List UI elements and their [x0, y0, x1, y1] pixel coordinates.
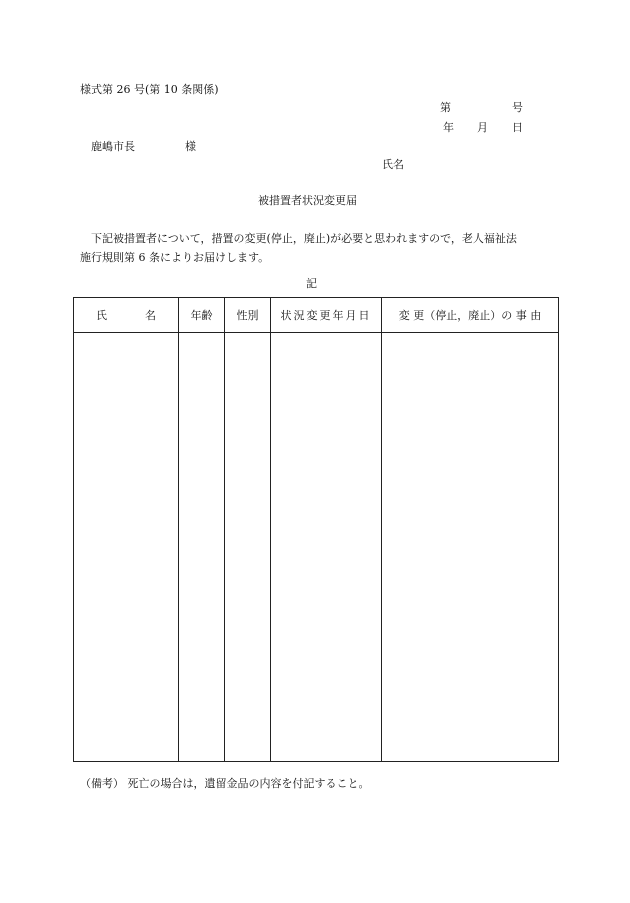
note-heading: 記 — [306, 277, 317, 290]
body-text-line-2: 施行規則第 6 条によりお届けします。 — [80, 251, 270, 264]
header-change-date: 状況変更年月日 — [271, 298, 382, 333]
cell-name[interactable] — [74, 333, 179, 762]
body-text-line-1: 下記被措置者について，措置の変更(停止，廃止)が必要と思われますので，老人福祉法 — [91, 232, 517, 245]
cell-sex[interactable] — [225, 333, 271, 762]
applicant-name-label: 氏名 — [382, 158, 404, 171]
header-reason: 変 更（停止，廃止）の 事 由 — [382, 298, 559, 333]
date-year-label: 年 — [443, 121, 454, 134]
table-row — [74, 333, 559, 762]
document-title: 被措置者状況変更届 — [258, 194, 357, 207]
document-number-label: 第 — [440, 101, 451, 114]
cell-change-date[interactable] — [271, 333, 382, 762]
change-report-table — [73, 297, 559, 762]
header-sex: 性別 — [225, 298, 271, 333]
addressee-honorific: 様 — [185, 140, 196, 153]
cell-reason[interactable] — [382, 333, 559, 762]
header-age: 年齢 — [179, 298, 225, 333]
header-name: 氏名 — [74, 298, 179, 333]
date-day-label: 日 — [512, 121, 523, 134]
form-number: 様式第 26 号(第 10 条関係) — [80, 83, 219, 96]
table-header-row — [74, 298, 559, 333]
date-month-label: 月 — [477, 121, 488, 134]
remarks-note: （備考） 死亡の場合は，遺留金品の内容を付記すること。 — [80, 777, 370, 790]
cell-age[interactable] — [179, 333, 225, 762]
document-number-suffix: 号 — [512, 101, 523, 114]
addressee-name: 鹿嶋市長 — [91, 140, 135, 153]
